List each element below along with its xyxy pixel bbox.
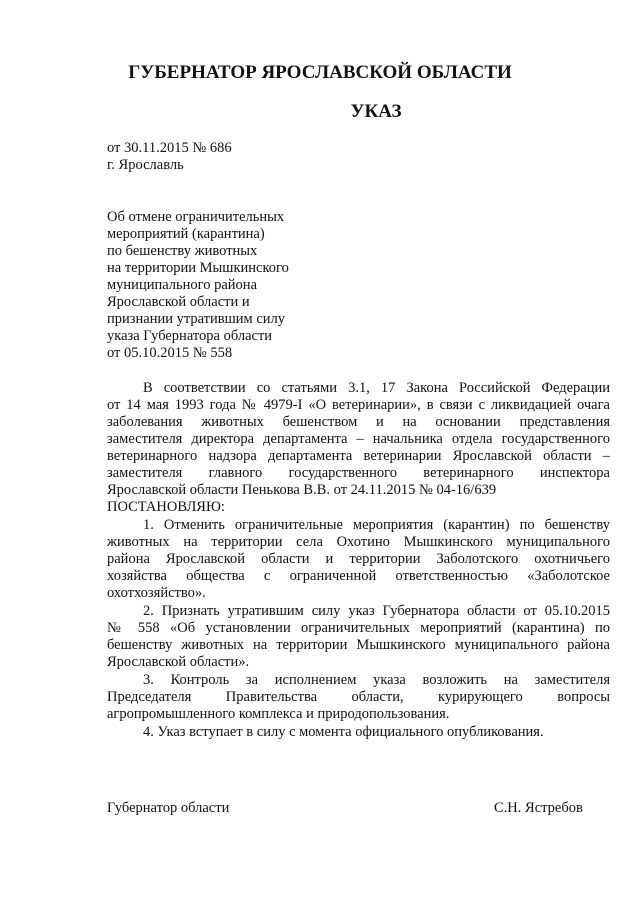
clause-2-line: 2. Признать утратившим силу указ Губернатора области от 05.10.2015 (143, 603, 610, 619)
clause-4-line: 4. Указ вступает в силу с момента официального опубликования. (143, 724, 544, 740)
resolution-word: ПОСТАНОВЛЯЮ: (107, 499, 225, 515)
title-line: от 05.10.2015 № 558 (107, 345, 233, 361)
preamble-line: ветеринарного надзора департамента ветеринарии Ярославской области – (107, 448, 610, 464)
issuing-authority-heading: ГУБЕРНАТОР ЯРОСЛАВСКОЙ ОБЛАСТИ (128, 62, 512, 83)
clause-1-line: района Ярославской области и территории Заболотского охотничьего (107, 551, 610, 567)
clause-2-line: Ярославской области». (107, 654, 250, 670)
title-line: Об отмене ограничительных (107, 209, 285, 225)
decree-date-number: от 30.11.2015 № 686 (107, 140, 232, 156)
title-line: мероприятий (карантина) (107, 226, 265, 242)
document-type-heading: УКАЗ (350, 101, 402, 122)
clause-1-line: хозяйства общества с ограниченной ответственностью «Заболотское (107, 568, 610, 584)
clause-2-line: № 558 «Об установлении ограничительных мероприятий (карантина) по (107, 620, 610, 636)
title-line: указа Губернатора области (107, 328, 273, 344)
signatory-name: С.Н. Ястребов (494, 800, 583, 816)
preamble-line: заместителя директора департамента – начальника отдела государственного (107, 431, 610, 447)
clause-1-line: охотхозяйство». (107, 585, 206, 601)
title-line: Ярославской области и (107, 294, 250, 310)
preamble-line: В соответствии со статьями 3.1, 17 Закона Российской Федерации (143, 380, 610, 396)
title-line: по бешенству животных (107, 243, 258, 259)
preamble-line: Ярославской области Пенькова В.В. от 24.11.2015 № 04-16/639 (107, 482, 497, 498)
preamble-line: от 14 мая 1993 года № 4979-I «О ветеринарии», в связи с ликвидацией очага (107, 397, 610, 413)
preamble-line: заболевания животных бешенством и на основании представления (107, 414, 610, 430)
title-line: на территории Мышкинского (107, 260, 289, 276)
clause-1-line: 1. Отменить ограничительные мероприятия (карантин) по бешенству (143, 517, 610, 533)
clause-2-line: бешенству животных на территории Мышкинского муниципального района (107, 637, 610, 653)
clause-3-line: агропромышленного комплекса и природопользования. (107, 706, 450, 722)
decree-place: г. Ярославль (107, 157, 184, 173)
preamble-line: заместителя главного государственного ветеринарного инспектора (107, 465, 610, 481)
title-line: муниципального района (107, 277, 257, 293)
clause-3-line: 3. Контроль за исполнением указа возложить на заместителя (143, 672, 610, 688)
title-line: признании утратившим силу (107, 311, 286, 327)
signatory-position: Губернатор области (107, 800, 230, 816)
clause-1-line: животных на территории села Охотино Мышкинского муниципального (107, 534, 610, 550)
clause-3-line: Председателя Правительства области, курирующего вопросы (107, 689, 610, 705)
